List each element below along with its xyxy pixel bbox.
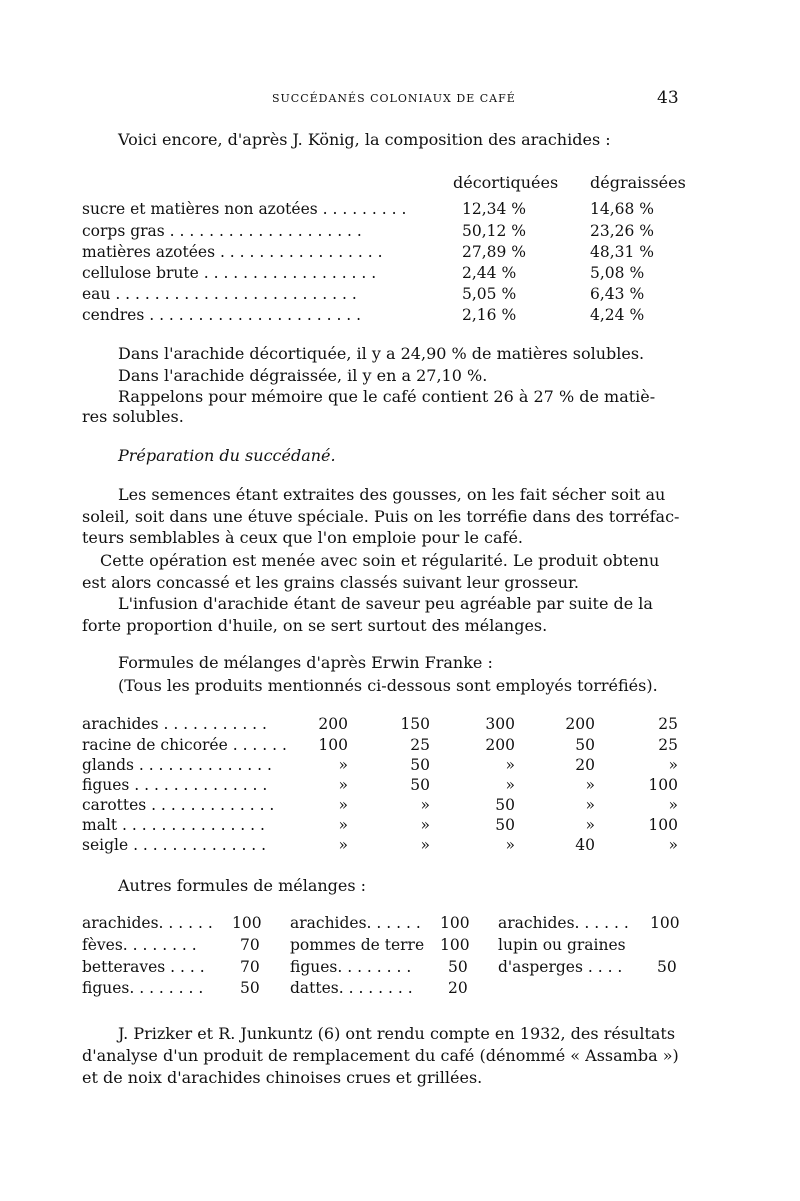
- value-decortiquees: 5,05 %: [462, 285, 517, 303]
- value-decortiquees: 2,16 %: [462, 306, 517, 324]
- mix-value: »: [585, 776, 595, 794]
- mix-value: »: [505, 836, 515, 854]
- solubles-line: Rappelons pour mémoire que le café contient 26 à 27 % de matiè-: [118, 387, 656, 406]
- formula-label: d'asperges . . . .: [498, 958, 623, 976]
- paragraph-line: forte proportion d'huile, on se sert surtout des mélanges.: [82, 616, 548, 635]
- formula-label: fèves. . . . . . . .: [82, 936, 197, 954]
- running-title: SUCCÉDANÉS COLONIAUX DE CAFÉ: [272, 92, 516, 105]
- formula-value: 50: [657, 958, 677, 976]
- row-label: seigle . . . . . . . . . . . . . .: [82, 836, 267, 854]
- row-label: cendres . . . . . . . . . . . . . . . . . . . . . .: [82, 306, 362, 324]
- mix-value: 200: [565, 715, 595, 733]
- mix-value: 25: [658, 715, 678, 733]
- formula-label: figues. . . . . . . .: [82, 979, 204, 997]
- closing-line: d'analyse d'un produit de remplacement du café (dénommé « Assamba »): [82, 1046, 679, 1065]
- closing-line: J. Prizker et R. Junkuntz (6) ont rendu compte en 1932, des résultats: [118, 1024, 676, 1043]
- row-label: malt . . . . . . . . . . . . . . .: [82, 816, 265, 834]
- row-label: carottes . . . . . . . . . . . . .: [82, 796, 275, 814]
- mix-value: 50: [410, 776, 430, 794]
- paragraph-line: teurs semblables à ceux que l'on emploie pour le café.: [82, 528, 523, 547]
- formula-value: 50: [448, 958, 468, 976]
- solubles-line: Dans l'arachide décortiquée, il y a 24,90 % de matières solubles.: [118, 344, 645, 363]
- solubles-line: res solubles.: [82, 407, 184, 426]
- value-degraissees: 14,68 %: [590, 200, 655, 218]
- value-degraissees: 23,26 %: [590, 222, 655, 240]
- mix-value: »: [420, 796, 430, 814]
- paragraph-line: est alors concassé et les grains classés suivant leur grosseur.: [82, 573, 579, 592]
- mix-value: 25: [410, 736, 430, 754]
- mix-value: »: [338, 796, 348, 814]
- formula-label: arachides. . . . . .: [498, 914, 629, 932]
- mix-value: »: [338, 836, 348, 854]
- value-decortiquees: 50,12 %: [462, 222, 527, 240]
- solubles-line: Dans l'arachide dégraissée, il y en a 27,10 %.: [118, 366, 488, 385]
- row-label: racine de chicorée . . . . . .: [82, 736, 287, 754]
- formula-label: arachides. . . . . .: [82, 914, 213, 932]
- formulas-title: Formules de mélanges d'après Erwin Franke :: [118, 653, 493, 672]
- mix-value: 20: [575, 756, 595, 774]
- value-degraissees: 4,24 %: [590, 306, 645, 324]
- paragraph-line: L'infusion d'arachide étant de saveur peu agréable par suite de la: [118, 594, 653, 613]
- formulas-note: (Tous les produits mentionnés ci-dessous sont employés torréfiés).: [118, 676, 658, 695]
- formula-value: 50: [240, 979, 260, 997]
- value-degraissees: 6,43 %: [590, 285, 645, 303]
- mix-value: 50: [410, 756, 430, 774]
- value-degraissees: 48,31 %: [590, 243, 655, 261]
- mix-value: »: [668, 796, 678, 814]
- mix-value: »: [420, 836, 430, 854]
- mix-value: 300: [485, 715, 515, 733]
- row-label: cellulose brute . . . . . . . . . . . . . . . . . .: [82, 264, 377, 282]
- mix-value: 200: [485, 736, 515, 754]
- formula-label: arachides. . . . . .: [290, 914, 421, 932]
- mix-value: 100: [648, 816, 678, 834]
- formula-value: 70: [240, 936, 260, 954]
- mix-value: »: [505, 756, 515, 774]
- row-label: eau . . . . . . . . . . . . . . . . . . . . . . . . .: [82, 285, 357, 303]
- formula-label: pommes de terre: [290, 936, 425, 954]
- row-label: arachides . . . . . . . . . . .: [82, 715, 267, 733]
- mix-value: »: [338, 816, 348, 834]
- value-decortiquees: 12,34 %: [462, 200, 527, 218]
- formula-value: 100: [650, 914, 680, 932]
- paragraph-line: soleil, soit dans une étuve spéciale. Puis on les torréfie dans des torréfac-: [82, 507, 680, 526]
- formula-value: 100: [440, 914, 470, 932]
- row-label: glands . . . . . . . . . . . . . .: [82, 756, 272, 774]
- paragraph-line: Cette opération est menée avec soin et régularité. Le produit obtenu: [100, 551, 660, 570]
- intro-line: Voici encore, d'après J. König, la composition des arachides :: [118, 130, 611, 149]
- mix-value: »: [505, 776, 515, 794]
- mix-value: »: [420, 816, 430, 834]
- closing-line: et de noix d'arachides chinoises crues et grillées.: [82, 1068, 483, 1087]
- formula-label: lupin ou graines: [498, 936, 626, 954]
- mix-value: 50: [495, 816, 515, 834]
- mix-value: »: [668, 836, 678, 854]
- mix-value: »: [585, 816, 595, 834]
- formula-label: betteraves . . . .: [82, 958, 205, 976]
- formula-label: figues. . . . . . . .: [290, 958, 412, 976]
- formula-value: 20: [448, 979, 468, 997]
- mix-value: 50: [575, 736, 595, 754]
- mix-value: 200: [318, 715, 348, 733]
- value-degraissees: 5,08 %: [590, 264, 645, 282]
- mix-value: 100: [648, 776, 678, 794]
- mix-value: »: [668, 756, 678, 774]
- row-label: sucre et matières non azotées . . . . . . . . .: [82, 200, 407, 218]
- col-header-degraissees: dégraissées: [590, 173, 686, 192]
- paragraph-line: Les semences étant extraites des gousses, on les fait sécher soit au: [118, 485, 666, 504]
- mix-value: »: [338, 756, 348, 774]
- row-label: figues . . . . . . . . . . . . . .: [82, 776, 268, 794]
- other-formulas-title: Autres formules de mélanges :: [118, 876, 367, 895]
- mix-value: »: [338, 776, 348, 794]
- col-header-decortiquees: décortiquées: [453, 173, 559, 192]
- mix-value: 25: [658, 736, 678, 754]
- mix-value: 40: [575, 836, 595, 854]
- mix-value: 50: [495, 796, 515, 814]
- mix-value: 150: [400, 715, 430, 733]
- row-label: matières azotées . . . . . . . . . . . . . . . . .: [82, 243, 383, 261]
- section-title: Préparation du succédané.: [118, 446, 336, 465]
- mix-value: »: [585, 796, 595, 814]
- formula-value: 100: [440, 936, 470, 954]
- formula-label: dattes. . . . . . . .: [290, 979, 413, 997]
- page-number: 43: [657, 88, 679, 108]
- mix-value: 100: [318, 736, 348, 754]
- formula-value: 100: [232, 914, 262, 932]
- row-label: corps gras . . . . . . . . . . . . . . . . . . . .: [82, 222, 362, 240]
- value-decortiquees: 2,44 %: [462, 264, 517, 282]
- formula-value: 70: [240, 958, 260, 976]
- value-decortiquees: 27,89 %: [462, 243, 527, 261]
